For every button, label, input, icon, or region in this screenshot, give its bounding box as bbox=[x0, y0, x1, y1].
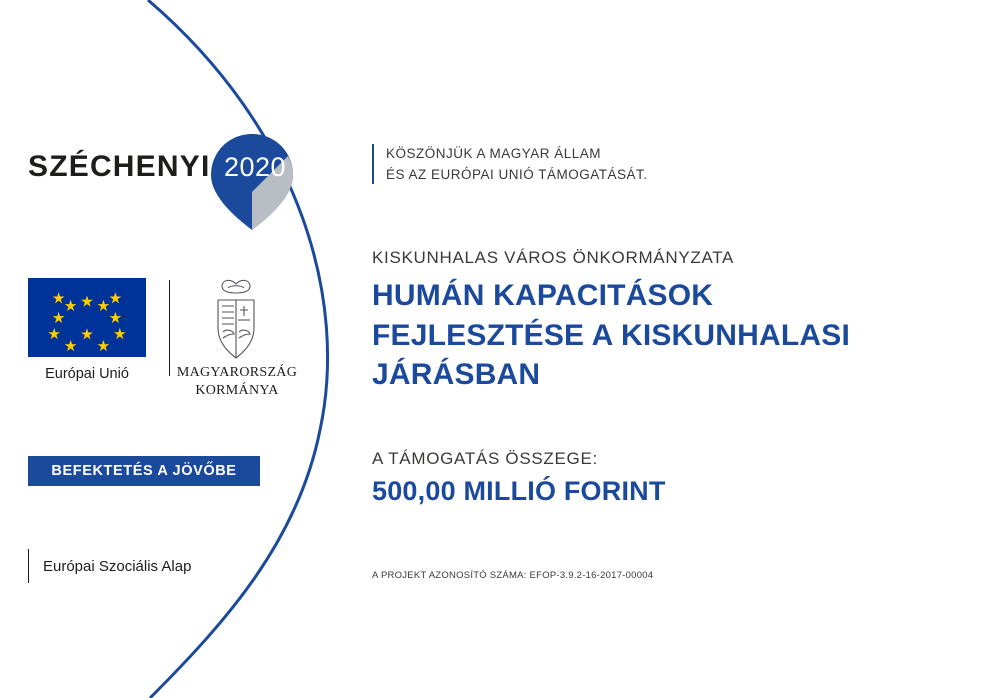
european-social-fund-block bbox=[28, 548, 191, 584]
project-title: HUMÁN KAPACITÁSOK FEJLESZTÉSE A KISKUNHALASI JÁRÁSBAN bbox=[372, 279, 851, 392]
emblem-row bbox=[28, 278, 318, 398]
grant-amount: 500,00 MILLIÓ FORINT bbox=[372, 476, 666, 506]
invest-in-future-badge: BEFEKTETÉS A JÖVŐBE bbox=[28, 456, 260, 486]
esza-divider bbox=[28, 549, 29, 583]
emblem-divider bbox=[169, 280, 170, 376]
thanks-text bbox=[386, 144, 648, 186]
hungary-caption-line2: KORMÁNYA bbox=[195, 382, 279, 398]
thanks-block bbox=[372, 144, 648, 186]
szechenyi-2020-logo bbox=[28, 132, 298, 232]
right-content-column bbox=[372, 0, 972, 698]
eu-caption-label: Európai Unió bbox=[45, 366, 129, 382]
esza-label: Európai Szociális Alap bbox=[43, 557, 192, 575]
szechenyi-year-label: 2020 bbox=[224, 152, 287, 182]
hungary-caption-label bbox=[176, 364, 298, 399]
szechenyi-wordmark: SZÉCHENYI bbox=[28, 150, 211, 183]
eu-flag-icon bbox=[28, 278, 146, 357]
hungary-caption-line1: MAGYARORSZÁG bbox=[176, 365, 298, 380]
thanks-line-1: KÖSZÖNJÜK A MAGYAR ÁLLAM bbox=[386, 146, 602, 161]
project-owner-label: KISKUNHALAS VÁROS ÖNKORMÁNYZATA bbox=[372, 248, 735, 267]
hungary-coat-of-arms-icon bbox=[206, 276, 266, 364]
thanks-accent-rule bbox=[372, 144, 374, 184]
thanks-line-2: ÉS AZ EURÓPAI UNIÓ TÁMOGATÁSÁT. bbox=[386, 166, 648, 182]
project-id-label: A PROJEKT AZONOSÍTÓ SZÁMA: EFOP-3.9.2-16-2017-00004 bbox=[372, 570, 654, 581]
grant-label: A TÁMOGATÁS ÖSSZEGE: bbox=[372, 449, 598, 468]
left-branding-column bbox=[0, 0, 340, 698]
